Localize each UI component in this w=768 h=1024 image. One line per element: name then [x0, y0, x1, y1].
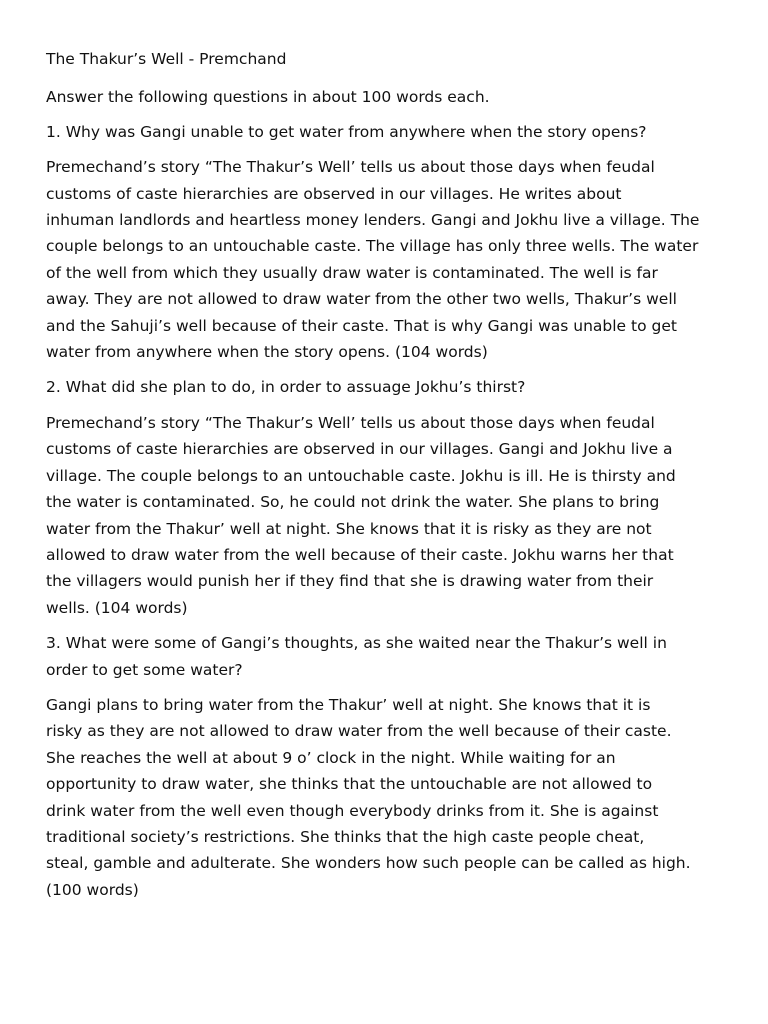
qa-item-1 — [46, 119, 728, 366]
question-1 — [46, 119, 728, 145]
answer-line: water from the Thakur’ well at night. She knows that it is risky as they are not — [46, 519, 652, 538]
answer-line: away. They are not allowed to draw water from the other two wells, Thakur’s well — [46, 290, 677, 309]
answer-line: customs of caste hierarchies are observed in our villages. He writes about — [46, 184, 622, 203]
answer-line: wells. (104 words) — [46, 598, 188, 617]
answer-line: of the well from which they usually draw water is contaminated. The well is far — [46, 263, 658, 282]
answer-line: (100 words) — [46, 880, 139, 899]
qa-item-3 — [46, 630, 728, 903]
answer-2 — [46, 410, 728, 621]
question-3 — [46, 630, 728, 683]
answer-line: the villagers would punish her if they find that she is drawing water from their — [46, 572, 654, 591]
answer-line: Gangi plans to bring water from the Thakur’ well at night. She knows that it is — [46, 695, 651, 714]
answer-line: Premechand’s story “The Thakur’s Well’ tells us about those days when feudal — [46, 158, 655, 177]
question-line: 3. What were some of Gangi’s thoughts, as she waited near the Thakur’s well in — [46, 634, 667, 653]
answer-line: steal, gamble and adulterate. She wonders how such people can be called as high. — [46, 854, 691, 873]
answer-line: She reaches the well at about 9 o’ clock in the night. While waiting for an — [46, 748, 616, 767]
answer-line: water from anywhere when the story opens. (104 words) — [46, 343, 488, 362]
answer-line: inhuman landlords and heartless money lenders. Gangi and Jokhu live a village. The — [46, 211, 700, 230]
instruction-text: Answer the following questions in about 100 words each. — [46, 88, 490, 107]
answer-line: Premechand’s story “The Thakur’s Well’ tells us about those days when feudal — [46, 413, 655, 432]
question-2 — [46, 374, 728, 400]
document-title: The Thakur’s Well - Premchand — [46, 50, 287, 68]
answer-line: risky as they are not allowed to draw water from the well because of their caste. — [46, 722, 672, 741]
answer-line: the water is contaminated. So, he could not drink the water. She plans to bring — [46, 493, 660, 512]
answer-line: traditional society’s restrictions. She thinks that the high caste people cheat, — [46, 827, 645, 846]
answer-line: village. The couple belongs to an untouchable caste. Jokhu is ill. He is thirsty and — [46, 466, 676, 485]
question-line: 1. Why was Gangi unable to get water from anywhere when the story opens? — [46, 122, 647, 141]
qa-item-2 — [46, 374, 728, 621]
answer-3 — [46, 692, 728, 903]
answer-line: drink water from the well even though everybody drinks from it. She is against — [46, 801, 659, 820]
answer-line: opportunity to draw water, she thinks that the untouchable are not allowed to — [46, 775, 653, 794]
answer-1 — [46, 154, 728, 365]
question-line: 2. What did she plan to do, in order to assuage Jokhu’s thirst? — [46, 378, 526, 397]
answer-line: couple belongs to an untouchable caste. The village has only three wells. The water — [46, 237, 699, 256]
answer-line: allowed to draw water from the well because of their caste. Jokhu warns her that — [46, 545, 674, 564]
question-line: order to get some water? — [46, 660, 243, 679]
answer-line: and the Sahuji’s well because of their caste. That is why Gangi was unable to get — [46, 316, 677, 335]
answer-line: customs of caste hierarchies are observed in our villages. Gangi and Jokhu live a — [46, 440, 673, 459]
